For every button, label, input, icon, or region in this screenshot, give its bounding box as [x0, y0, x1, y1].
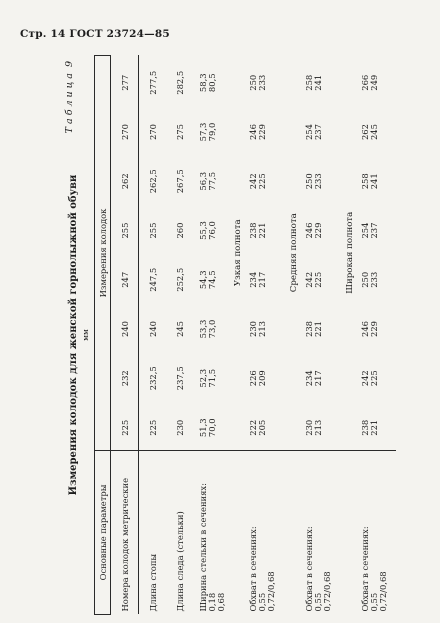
girth-values — [305, 156, 323, 206]
girth-values — [249, 211, 267, 251]
girth-label-stack-line: 0,72/0,68 — [378, 571, 388, 612]
girth-values — [305, 353, 323, 403]
insole-width-cell — [193, 110, 228, 154]
girth-values — [249, 309, 267, 349]
girth-values — [249, 353, 267, 403]
girth-values-line: 242 — [248, 173, 258, 190]
girth-values-line: 233 — [257, 74, 267, 91]
girth-cell — [247, 351, 284, 405]
girth-values-line: 229 — [369, 321, 379, 338]
girth-values-line: 237 — [369, 222, 379, 239]
girth-values-line: 237 — [313, 124, 323, 141]
insole-width-cell — [193, 351, 228, 405]
last-number-cell: 225 — [111, 405, 139, 450]
girth-label-stack-line: Обхват в сечениях: — [248, 526, 258, 612]
girth-label — [247, 451, 284, 615]
girth-values-line: 213 — [313, 419, 323, 436]
section-heading: Средняя полнота — [284, 56, 303, 451]
insole-width-values-line: 79,0 — [207, 122, 217, 142]
table-row-track-length — [166, 56, 193, 615]
girth-cell — [247, 110, 284, 154]
girth-cell — [303, 154, 340, 208]
girth-label-stack — [305, 453, 332, 612]
girth-cell — [247, 154, 284, 208]
girth-values-line: 233 — [313, 173, 323, 190]
table-row-foot-length — [139, 56, 167, 615]
insole-width-values-line: 51,3 — [198, 418, 208, 438]
insole-width-label-stack-line: Ширина стельки в сечениях: — [198, 483, 208, 612]
section-heading-spacer — [228, 451, 247, 615]
last-number-cell: 262 — [111, 154, 139, 208]
insole-width-values-line: 56,3 — [198, 171, 208, 191]
girth-values-line: 246 — [248, 124, 258, 141]
girth-label-stack-line: Обхват в сечениях: — [304, 526, 314, 612]
girth-cell — [303, 405, 340, 450]
col-header-group: Измерения колодок — [95, 56, 111, 451]
table-body — [111, 56, 397, 615]
girth-cell — [359, 351, 396, 405]
insole-width-values-line: 74,5 — [207, 270, 217, 290]
measurement-table — [94, 55, 396, 615]
insole-width-values-line: 54,3 — [198, 270, 208, 290]
insole-width-cell — [193, 405, 228, 450]
last-number-cell: 232 — [111, 351, 139, 405]
track-length-cell: 237,5 — [174, 366, 185, 391]
girth-label-stack — [361, 453, 388, 612]
foot-length-cell: 247,5 — [147, 267, 158, 292]
girth-cell — [303, 351, 340, 405]
insole-width-cell — [193, 154, 228, 208]
insole-width-values — [199, 255, 217, 305]
girth-values-line: 238 — [248, 222, 258, 239]
girth-cell — [247, 253, 284, 307]
girth-values-line: 249 — [369, 74, 379, 91]
girth-values-line: 238 — [304, 321, 314, 338]
girth-label-stack-line: 0,55 — [257, 592, 267, 612]
girth-values-line: 238 — [360, 419, 370, 436]
girth-values-line: 242 — [360, 370, 370, 387]
girth-values-line: 254 — [360, 222, 370, 239]
foot-length-label: Длина стопы — [139, 451, 167, 615]
insole-width-values — [199, 211, 217, 251]
girth-values — [305, 211, 323, 251]
table-unit: мм — [81, 329, 90, 341]
girth-values-line: 266 — [360, 74, 370, 91]
girth-values-line: 258 — [304, 74, 314, 91]
girth-values-line: 246 — [304, 222, 314, 239]
girth-label-stack-line: 0,55 — [313, 592, 323, 612]
last-number-cell: 270 — [111, 110, 139, 154]
table-row-girth — [247, 56, 284, 615]
girth-values-line: 205 — [257, 419, 267, 436]
girth-values — [361, 407, 379, 448]
girth-cell — [247, 307, 284, 351]
girth-values-line: 245 — [369, 124, 379, 141]
girth-values — [305, 112, 323, 152]
page-header: Стр. 14 ГОСТ 23724—85 — [20, 28, 170, 40]
table-row-girth — [359, 56, 396, 615]
foot-length-cell: 270 — [147, 124, 158, 141]
girth-values-line: 250 — [304, 173, 314, 190]
girth-values — [249, 112, 267, 152]
girth-values-line: 246 — [360, 321, 370, 338]
insole-width-values — [199, 156, 217, 206]
foot-length-cell: 262,5 — [147, 169, 158, 194]
insole-width-values — [199, 58, 217, 109]
last-number-label: Номера колодок метрические — [111, 451, 139, 615]
girth-cell — [359, 307, 396, 351]
girth-values-line: 262 — [360, 124, 370, 141]
girth-values-line: 230 — [304, 419, 314, 436]
girth-values-line: 250 — [360, 271, 370, 288]
section-heading: Узкая полнота — [228, 56, 247, 451]
girth-values — [249, 58, 267, 109]
girth-values-line: 241 — [369, 173, 379, 190]
insole-width-cell — [193, 307, 228, 351]
girth-values — [361, 309, 379, 349]
track-length-label: Длина следа (стельки) — [166, 451, 193, 615]
table-number: 9 — [64, 61, 75, 68]
girth-values — [305, 309, 323, 349]
foot-length-cell: 277,5 — [147, 70, 158, 95]
insole-width-values-line: 77,5 — [207, 171, 217, 191]
girth-cell — [359, 56, 396, 111]
insole-width-label-stack-line: 0,18 — [207, 592, 217, 612]
foot-length-cell: 255 — [147, 222, 158, 239]
girth-values-line: 225 — [313, 271, 323, 288]
table-title: Измерения колодок для женской горнолыжной обуви — [68, 174, 79, 496]
girth-values — [305, 58, 323, 109]
foot-length-cell: 232,5 — [147, 366, 158, 391]
girth-cell — [359, 209, 396, 253]
girth-values-line: 229 — [257, 124, 267, 141]
girth-values-line: 213 — [257, 321, 267, 338]
girth-values-line: 225 — [369, 370, 379, 387]
girth-cell — [303, 56, 340, 111]
insole-width-values-line: 55,3 — [198, 221, 208, 240]
section-heading-spacer — [284, 451, 303, 615]
girth-values-line: 222 — [248, 419, 258, 436]
last-number-cell: 277 — [111, 56, 139, 111]
rotated-table-block — [62, 55, 407, 615]
girth-values-line: 241 — [313, 74, 323, 91]
insole-width-values-line: 70,0 — [207, 418, 217, 438]
girth-values-line: 229 — [313, 222, 323, 239]
last-number-cell: 255 — [111, 209, 139, 253]
track-length-cell: 275 — [174, 124, 185, 141]
last-number-cell: 240 — [111, 307, 139, 351]
table-label-text: Таблица — [64, 70, 75, 134]
girth-values-line: 234 — [248, 271, 258, 288]
track-length-cell: 282,5 — [174, 70, 185, 95]
insole-width-values-line: 53,3 — [198, 319, 208, 339]
track-length-cell: 252,5 — [174, 267, 185, 292]
girth-cell — [303, 110, 340, 154]
table-row-section-heading — [228, 56, 247, 615]
insole-width-values-line: 57,3 — [198, 122, 208, 142]
table-row-section-heading — [340, 56, 359, 615]
girth-cell — [359, 405, 396, 450]
girth-values-line: 221 — [313, 321, 323, 338]
girth-values — [249, 255, 267, 305]
col-header-params: Основные параметры — [95, 451, 111, 615]
girth-label-stack-line: 0,72/0,68 — [266, 571, 276, 612]
foot-length-cell: 225 — [147, 419, 158, 436]
girth-cell — [359, 253, 396, 307]
girth-values-line: 230 — [248, 321, 258, 338]
insole-width-values — [199, 407, 217, 448]
girth-values-line: 217 — [313, 370, 323, 387]
girth-cell — [247, 405, 284, 450]
girth-cell — [247, 209, 284, 253]
track-length-cell: 230 — [174, 419, 185, 436]
girth-values-line: 234 — [304, 370, 314, 387]
insole-width-cell — [193, 56, 228, 111]
girth-values — [361, 211, 379, 251]
last-number-cell: 247 — [111, 253, 139, 307]
table-row-insole-width — [193, 56, 228, 615]
insole-width-label-stack — [199, 453, 226, 612]
girth-values — [361, 58, 379, 109]
girth-values-line: 225 — [257, 173, 267, 190]
insole-width-values — [199, 112, 217, 152]
girth-cell — [359, 110, 396, 154]
insole-width-label — [193, 451, 228, 615]
girth-values — [361, 255, 379, 305]
foot-length-cell: 240 — [147, 321, 158, 338]
girth-values-line: 217 — [257, 271, 267, 288]
table-row-girth — [303, 56, 340, 615]
girth-label — [359, 451, 396, 615]
girth-label-stack-line: 0,72/0,68 — [322, 571, 332, 612]
table-row-last-number — [111, 56, 139, 615]
girth-values — [249, 156, 267, 206]
girth-cell — [303, 253, 340, 307]
insole-width-values-line: 76,0 — [207, 221, 217, 240]
section-heading: Широкая полнота — [340, 56, 359, 451]
girth-values-line: 258 — [360, 173, 370, 190]
track-length-cell: 260 — [174, 222, 185, 239]
girth-cell — [303, 307, 340, 351]
girth-values-line: 242 — [304, 271, 314, 288]
girth-label-stack-line: Обхват в сечениях: — [360, 526, 370, 612]
insole-width-values-line: 71,5 — [207, 368, 217, 388]
girth-values — [305, 407, 323, 448]
girth-values — [249, 407, 267, 448]
table-row-section-heading — [284, 56, 303, 615]
insole-width-values-line: 80,5 — [207, 73, 217, 93]
insole-width-values-line: 73,0 — [207, 319, 217, 339]
girth-values-line: 254 — [304, 124, 314, 141]
insole-width-cell — [193, 209, 228, 253]
girth-label — [303, 451, 340, 615]
section-heading-spacer — [340, 451, 359, 615]
girth-values — [361, 112, 379, 152]
track-length-cell: 245 — [174, 321, 185, 338]
girth-label-stack — [249, 453, 276, 612]
girth-cell — [359, 154, 396, 208]
girth-values — [361, 353, 379, 403]
girth-values-line: 221 — [369, 419, 379, 436]
insole-width-values-line: 58,3 — [198, 73, 208, 93]
insole-width-values — [199, 353, 217, 403]
insole-width-values-line: 52,3 — [198, 368, 208, 388]
girth-label-stack-line: 0,55 — [369, 592, 379, 612]
girth-values-line: 250 — [248, 74, 258, 91]
girth-cell — [303, 209, 340, 253]
girth-values — [361, 156, 379, 206]
girth-values — [305, 255, 323, 305]
girth-values-line: 221 — [257, 222, 267, 239]
girth-cell — [247, 56, 284, 111]
girth-values-line: 209 — [257, 370, 267, 387]
insole-width-values — [199, 309, 217, 349]
girth-values-line: 226 — [248, 370, 258, 387]
track-length-cell: 267,5 — [174, 169, 185, 194]
insole-width-cell — [193, 253, 228, 307]
insole-width-label-stack-line: 0,68 — [216, 592, 226, 612]
girth-values-line: 233 — [369, 271, 379, 288]
